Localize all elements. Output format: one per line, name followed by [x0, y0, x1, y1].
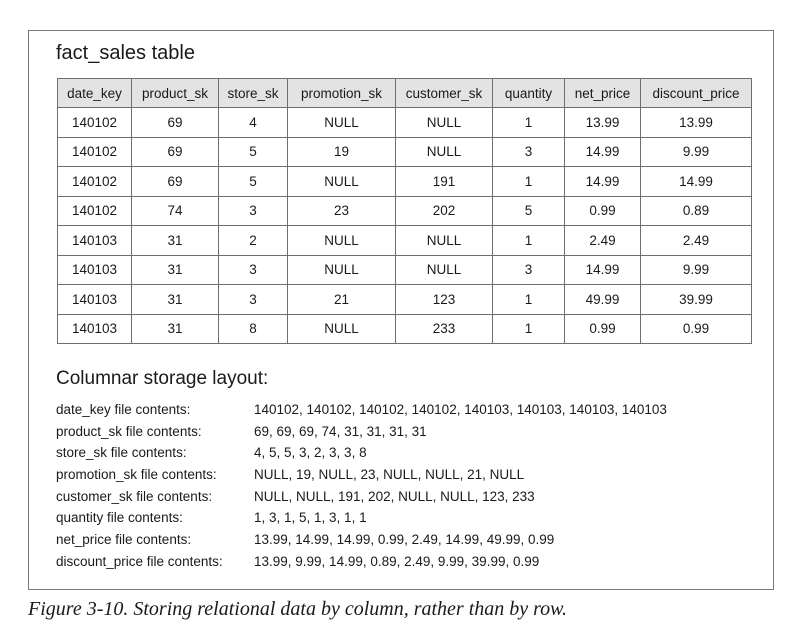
- file-contents-row: [56, 486, 667, 508]
- table-cell: 3: [493, 137, 565, 167]
- file-label: net_price file contents:: [56, 532, 192, 548]
- table-cell: 21: [288, 285, 396, 315]
- table-cell: 3: [493, 255, 565, 285]
- column-header: customer_sk: [396, 79, 493, 108]
- table-cell: 0.89: [641, 196, 752, 226]
- file-label: discount_price file contents:: [56, 553, 223, 569]
- table-cell: 140103: [58, 314, 132, 344]
- table-title: fact_sales table: [56, 42, 195, 64]
- table-cell: NULL: [288, 108, 396, 138]
- table-cell: NULL: [288, 314, 396, 344]
- table-cell: 0.99: [565, 196, 641, 226]
- file-contents-row: [56, 507, 667, 529]
- table-cell: 49.99: [565, 285, 641, 315]
- table-cell: 9.99: [641, 255, 752, 285]
- table-row: [58, 226, 752, 256]
- table-cell: 202: [396, 196, 493, 226]
- table-cell: 140103: [58, 285, 132, 315]
- file-contents-row: [56, 529, 667, 551]
- table-row: [58, 285, 752, 315]
- table-cell: 14.99: [565, 255, 641, 285]
- table-row: [58, 167, 752, 197]
- table-cell: 14.99: [565, 137, 641, 167]
- table-cell: 3: [219, 196, 288, 226]
- table-cell: 191: [396, 167, 493, 197]
- table-cell: NULL: [396, 108, 493, 138]
- table-cell: 140102: [58, 167, 132, 197]
- table-cell: 3: [219, 285, 288, 315]
- file-label: store_sk file contents:: [56, 445, 187, 461]
- table-cell: 31: [132, 255, 219, 285]
- table-row: [58, 314, 752, 344]
- file-label: customer_sk file contents:: [56, 488, 213, 504]
- column-header: net_price: [565, 79, 641, 108]
- table-cell: 3: [219, 255, 288, 285]
- table-cell: 5: [219, 167, 288, 197]
- file-contents-row: [56, 551, 667, 573]
- table-cell: 1: [493, 226, 565, 256]
- file-values: 140102, 140102, 140102, 140102, 140103, 140103, 140103, 140103: [254, 402, 667, 417]
- file-label: product_sk file contents:: [56, 423, 202, 439]
- file-label: date_key file contents:: [56, 402, 191, 417]
- file-values: 13.99, 9.99, 14.99, 0.89, 2.49, 9.99, 39.99, 0.99: [254, 553, 540, 569]
- table-cell: 140103: [58, 226, 132, 256]
- table-cell: 2: [219, 226, 288, 256]
- file-values: 69, 69, 69, 74, 31, 31, 31, 31: [254, 423, 427, 439]
- table-cell: NULL: [396, 226, 493, 256]
- table-cell: 69: [132, 167, 219, 197]
- table-cell: NULL: [288, 226, 396, 256]
- table-cell: NULL: [396, 255, 493, 285]
- table-cell: 23: [288, 196, 396, 226]
- file-label: quantity file contents:: [56, 510, 183, 526]
- column-header: store_sk: [219, 79, 288, 108]
- table-cell: NULL: [396, 137, 493, 167]
- file-contents-row: [56, 421, 667, 443]
- table-cell: NULL: [288, 167, 396, 197]
- table-cell: 1: [493, 314, 565, 344]
- table-row: [58, 255, 752, 285]
- table-cell: 140103: [58, 255, 132, 285]
- table-cell: 74: [132, 196, 219, 226]
- table-cell: 19: [288, 137, 396, 167]
- table-cell: 1: [493, 285, 565, 315]
- fact-sales-table: [57, 78, 752, 344]
- table-cell: 31: [132, 285, 219, 315]
- table-cell: 31: [132, 226, 219, 256]
- file-label: promotion_sk file contents:: [56, 467, 217, 483]
- table-cell: 2.49: [565, 226, 641, 256]
- table-cell: 14.99: [565, 167, 641, 197]
- table-cell: 140102: [58, 108, 132, 138]
- table-cell: 5: [219, 137, 288, 167]
- table-cell: 69: [132, 137, 219, 167]
- table-cell: 8: [219, 314, 288, 344]
- table-cell: 0.99: [641, 314, 752, 344]
- table-cell: 2.49: [641, 226, 752, 256]
- file-values: 1, 3, 1, 5, 1, 3, 1, 1: [254, 510, 367, 526]
- table-cell: 13.99: [565, 108, 641, 138]
- table-cell: 233: [396, 314, 493, 344]
- table-cell: 140102: [58, 137, 132, 167]
- file-contents-row: [56, 399, 667, 421]
- table-cell: 13.99: [641, 108, 752, 138]
- columnar-section-title: Columnar storage layout:: [56, 368, 269, 389]
- table-cell: 31: [132, 314, 219, 344]
- table-cell: 39.99: [641, 285, 752, 315]
- figure-caption: Figure 3-10. Storing relational data by column, rather than by row.: [28, 598, 568, 620]
- table-cell: 140102: [58, 196, 132, 226]
- column-header: discount_price: [641, 79, 752, 108]
- column-header: date_key: [58, 79, 132, 108]
- table-cell: 0.99: [565, 314, 641, 344]
- columnar-file-list: [56, 399, 667, 573]
- column-header: quantity: [493, 79, 565, 108]
- file-values: NULL, 19, NULL, 23, NULL, NULL, 21, NULL: [254, 467, 525, 483]
- table-row: [58, 108, 752, 138]
- table-cell: 5: [493, 196, 565, 226]
- table-cell: 9.99: [641, 137, 752, 167]
- table-cell: 14.99: [641, 167, 752, 197]
- file-contents-row: [56, 464, 667, 486]
- column-header: promotion_sk: [288, 79, 396, 108]
- table-header-row: [58, 79, 752, 108]
- file-contents-row: [56, 442, 667, 464]
- file-values: 4, 5, 5, 3, 2, 3, 3, 8: [254, 445, 367, 461]
- table-cell: 4: [219, 108, 288, 138]
- table-cell: NULL: [288, 255, 396, 285]
- file-values: NULL, NULL, 191, 202, NULL, NULL, 123, 233: [254, 488, 535, 504]
- table-row: [58, 196, 752, 226]
- file-values: 13.99, 14.99, 14.99, 0.99, 2.49, 14.99, 49.99, 0.99: [254, 532, 555, 548]
- table-row: [58, 137, 752, 167]
- table-cell: 69: [132, 108, 219, 138]
- table-cell: 1: [493, 167, 565, 197]
- column-header: product_sk: [132, 79, 219, 108]
- table-cell: 123: [396, 285, 493, 315]
- table-cell: 1: [493, 108, 565, 138]
